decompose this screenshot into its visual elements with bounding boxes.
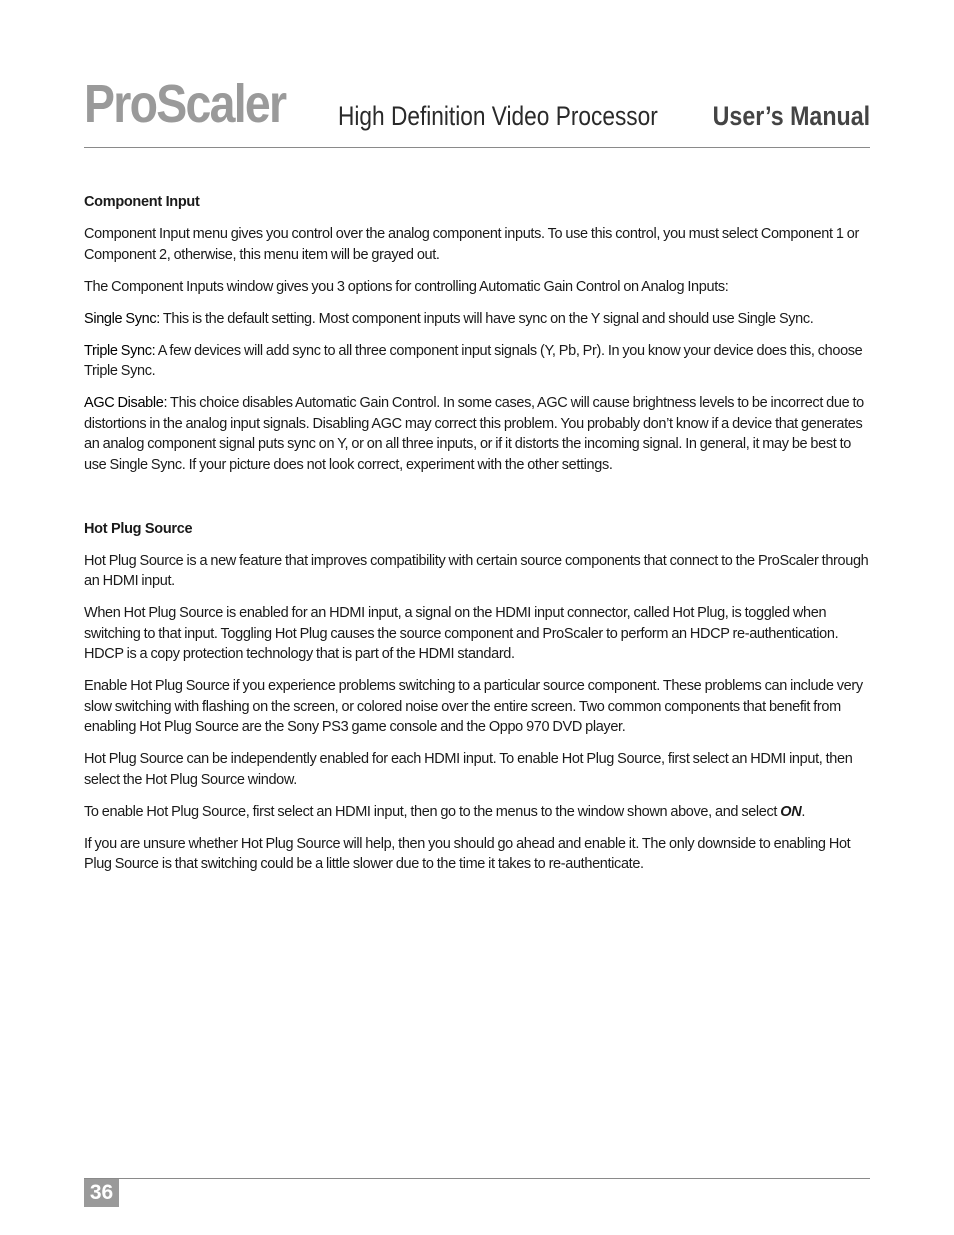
- section-heading-hot-plug-source: Hot Plug Source: [84, 520, 193, 537]
- hotplug-p5-end: .: [801, 803, 806, 820]
- component-option-single-sync: [84, 309, 870, 330]
- hotplug-paragraph-5: [84, 802, 870, 823]
- option-text-single-sync: This is the default setting. Most component inputs will have sync on the Y signal and should use Single Sync.: [159, 310, 814, 327]
- header-subtitle: High Definition Video Processor: [338, 101, 658, 131]
- brand-logo: ProScaler: [84, 74, 286, 134]
- option-term-triple-sync: Triple Sync:: [84, 342, 156, 359]
- page-content: [84, 192, 870, 886]
- hotplug-paragraph-6: If you are unsure whether Hot Plug Source will help, then you should go ahead and enable it. The only downside to enabling Hot Plug Source is that switching could be a little slower due to the time it takes to re-authenticate.: [84, 835, 851, 872]
- hotplug-paragraph-1: Hot Plug Source is a new feature that improves compatibility with certain source components that connect to the ProScaler through an HDMI input.: [84, 552, 869, 589]
- hotplug-paragraph-3: Enable Hot Plug Source if you experience problems switching to a particular source component. These problems can include very slow switching with flashing on the screen, or colored noise over the entire screen. Two common components that benefit from enabling Hot Plug Source are the Sony PS3 game console and the Oppo 970 DVD player.: [84, 678, 863, 735]
- header-manual-label: User’s Manual: [712, 101, 870, 131]
- option-text-triple-sync: A few devices will add sync to all three component input signals (Y, Pb, Pr). In you know your device does this, choose Triple Sync.: [84, 342, 863, 379]
- header-divider: [84, 147, 870, 148]
- hotplug-paragraph-4: Hot Plug Source can be independently enabled for each HDMI input. To enable Hot Plug Source, first select an HDMI input, then select the Hot Plug Source window.: [84, 751, 853, 788]
- section-spacer: [84, 487, 870, 519]
- component-option-triple-sync: [84, 341, 870, 382]
- option-term-single-sync: Single Sync:: [84, 310, 160, 327]
- option-text-agc-disable: This choice disables Automatic Gain Control. In some cases, AGC will cause brightness levels to be incorrect due to distortions in the analog input signals. Disabling AGC may correct this problem. You probably don’t know if a device that generates an analog component signal puts sync on Y, or on all three inputs, or if it distorts the incoming signal. In general, it may be best to use Single Sync. If your picture does not look correct, experiment with the other settings.: [84, 395, 864, 473]
- hotplug-paragraph-2: When Hot Plug Source is enabled for an HDMI input, a signal on the HDMI input connector, called Hot Plug, is toggled when switching to that input. Toggling Hot Plug causes the source component and ProScaler to perform an HDCP re-authentication. HDCP is a copy protection technology that is part of the HDMI standard.: [84, 605, 839, 662]
- on-keyword: ON: [780, 803, 802, 820]
- option-term-agc-disable: AGC Disable:: [84, 395, 168, 411]
- hotplug-p5-text: To enable Hot Plug Source, first select an HDMI input, then go to the menus to the window shown above, and select: [84, 803, 781, 820]
- component-option-agc-disable: [84, 393, 870, 475]
- section-heading-component-input: Component Input: [84, 194, 200, 210]
- page-header: [84, 70, 870, 132]
- page-number: 36: [84, 1179, 119, 1207]
- component-paragraph-1: Component Input menu gives you control over the analog component inputs. To use this control, you must select Component 1 or Component 2, otherwise, this menu item will be grayed out.: [84, 226, 859, 263]
- component-paragraph-2: The Component Inputs window gives you 3 options for controlling Automatic Gain Control on Analog Inputs:: [84, 278, 729, 295]
- footer-divider: [84, 1178, 870, 1179]
